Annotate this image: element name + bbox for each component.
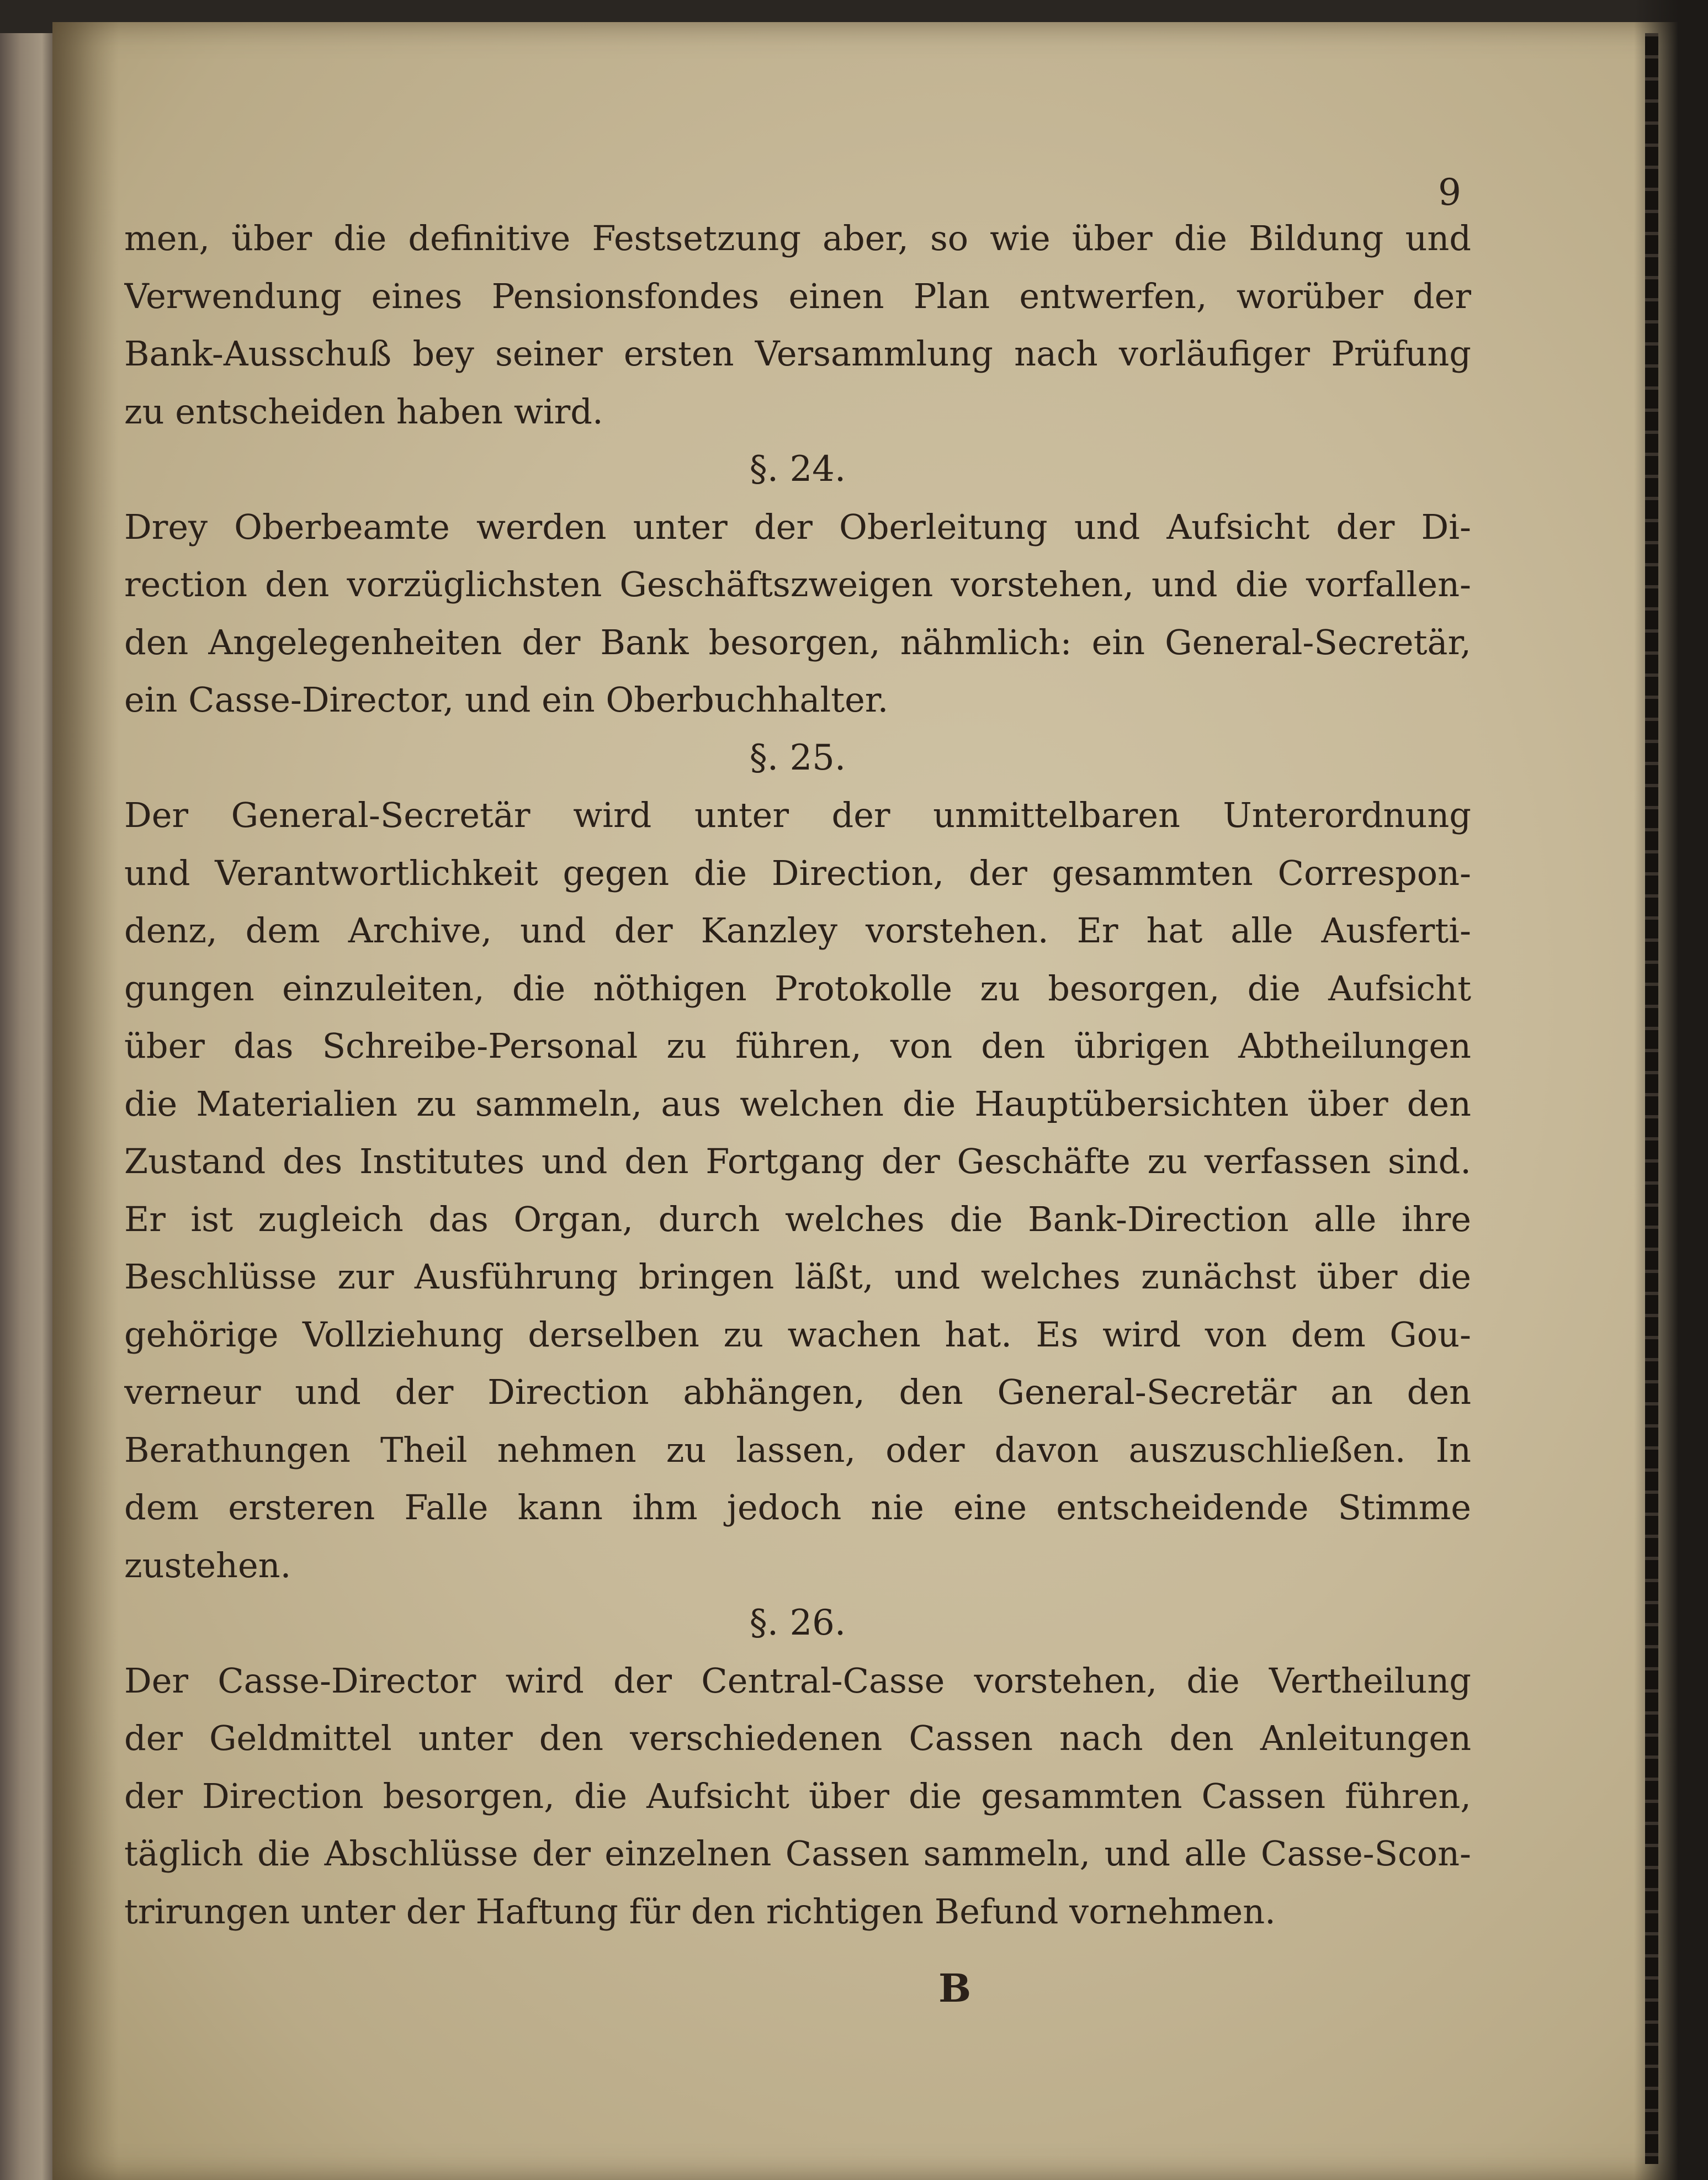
scale-ruler [1645,33,1658,2164]
text-line: trirungen unter der Haftung für den richtigen Befund vornehmen. [124,1891,1276,1932]
text-line: denz, dem Archive, und der Kanzley vorstehen. Er hat alle Ausferti- [124,910,1471,951]
text-line: men, über die definitive Festsetzung aber, so wie über die Bildung und [124,218,1471,258]
text-line: Bank-Ausschuß bey seiner ersten Versammlung nach vorläufiger Prüfung [124,333,1471,374]
text-line: verneur und der Direction abhängen, den General-Secretär an den [124,1372,1471,1412]
text-line: zustehen. [124,1545,291,1585]
text-line: Der Casse-Director wird der Central-Casse vorstehen, die Vertheilung [124,1660,1471,1701]
text-line: rection den vorzüglichsten Geschäftszweigen vorstehen, und die vorfallen- [124,564,1471,604]
text-line: die Materialien zu sammeln, aus welchen die Hauptübersichten über den [124,1083,1471,1124]
text-line: Verwendung eines Pensionsfondes einen Plan entwerfen, worüber der [124,275,1471,316]
text-line: Er ist zugleich das Organ, durch welches die Bank-Direction alle ihre [124,1198,1471,1239]
text-line: über das Schreibe-Personal zu führen, von den übrigen Abtheilungen [124,1026,1471,1066]
text-line: dem ersteren Falle kann ihm jedoch nie eine entscheidende Stimme [124,1487,1471,1527]
text-line: den Angelegenheiten der Bank besorgen, nähmlich: ein General-Secretär, [124,622,1471,662]
page-number: 9 [1438,171,1461,214]
body-text [124,210,1471,1940]
text-line: ein Casse-Director, und ein Oberbuchhalter. [124,680,889,720]
facing-page-edge [0,33,52,2180]
text-line: Zustand des Institutes und den Fortgang der Geschäfte zu verfassen sind. [124,1141,1471,1181]
text-line: der Geldmittel unter den verschiedenen Cassen nach den Anleitungen [124,1718,1471,1758]
text-line: Beschlüsse zur Ausführung bringen läßt, und welches zunächst über die [124,1256,1471,1297]
printer-signature-mark: B [938,1965,972,2011]
text-line: gehörige Vollziehung derselben zu wachen hat. Es wird von dem Gou- [124,1314,1471,1355]
section-heading-26: §. 26. [749,1603,846,1643]
text-line: zu entscheiden haben wird. [124,391,603,432]
gutter-shadow [52,22,119,2180]
text-line: der Direction besorgen, die Aufsicht über die gesammten Cassen führen, [124,1775,1471,1816]
text-line: und Verantwortlichkeit gegen die Direction, der gesammten Correspon- [124,852,1471,893]
text-line: Der General-Secretär wird unter der unmittelbaren Unterordnung [124,795,1471,835]
text-line: Drey Oberbeamte werden unter der Oberleitung und Aufsicht der Di- [124,506,1471,547]
section-heading-25: §. 25. [749,737,846,778]
section-heading-24: §. 24. [749,449,846,490]
text-line: täglich die Abschlüsse der einzelnen Cassen sammeln, und alle Casse-Scon- [124,1833,1471,1874]
text-line: gungen einzuleiten, die nöthigen Protokolle zu besorgen, die Aufsicht [124,968,1471,1009]
text-line: Berathungen Theil nehmen zu lassen, oder davon auszuschließen. In [124,1429,1471,1470]
